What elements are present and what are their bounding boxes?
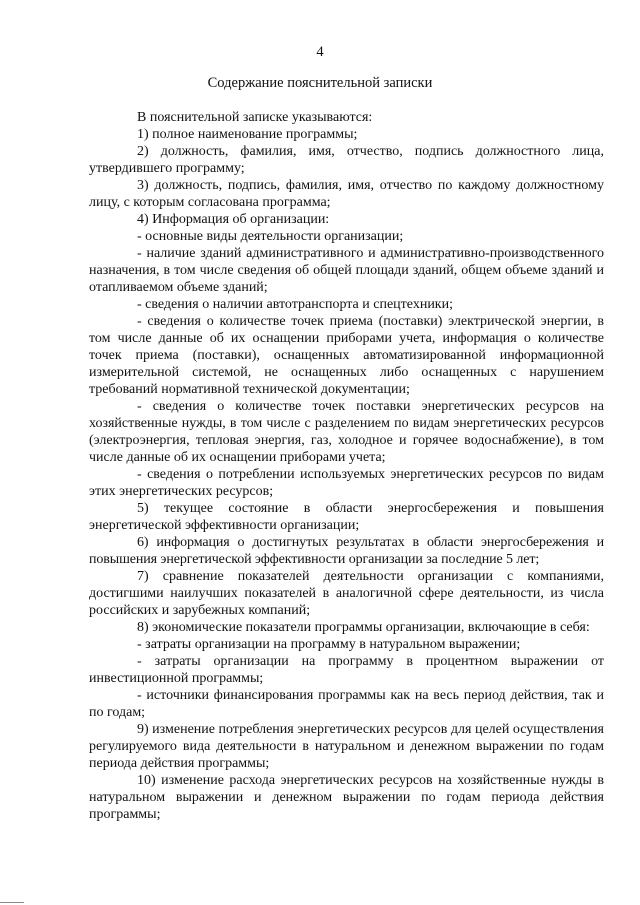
paragraph-sub-costs-percent: - затраты организации на программу в процентном выражении от инвестиционной программы; (89, 654, 604, 686)
page-number: 4 (316, 44, 324, 60)
paragraph-item-7: 7) сравнение показателей деятельности организации с компаниями, достигшими наилучших показателей в аналогичной сфере деятельности, из числа российских и зарубежных компаний; (89, 569, 604, 618)
paragraph-sub-activities: - основные виды деятельности организации; (137, 229, 404, 244)
paragraph-sub-costs-natural: - затраты организации на программу в натуральном выражении; (137, 637, 521, 652)
document-title: Содержание пояснительной записки (207, 75, 433, 91)
paragraph-item-8: 8) экономические показатели программы организации, включающие в себя: (137, 620, 590, 635)
paragraph-item-1: 1) полное наименование программы; (137, 127, 358, 142)
paragraph-item-3: 3) должность, подпись, фамилия, имя, отчество по каждому должностному лицу, с которым согласована программа; (89, 178, 604, 210)
paragraph-sub-consumption: - сведения о потреблении используемых энергетических ресурсов по видам этих энергетических ресурсов; (89, 467, 604, 499)
paragraph-item-9: 9) изменение потребления энергетических ресурсов для целей осуществления регулируемого вида деятельности в натуральном и денежном выражении по годам периода действия программы; (89, 722, 604, 771)
paragraph-intro: В пояснительной записке указываются: (137, 110, 373, 125)
paragraph-sub-funding: - источники финансирования программы как на весь период действия, так и по годам; (89, 688, 604, 720)
paragraph-item-5: 5) текущее состояние в области энергосбережения и повышения энергетической эффективности организации; (89, 501, 604, 533)
paragraph-sub-electric-points: - сведения о количестве точек приема (поставки) электрической энергии, в том числе данные об их оснащении приборами учета, информация о количестве точек приема (поставки), оснащенных автоматизированной информационной измерительной системой, не оснащенных либо оснащенных с нарушением требований нормативной технической документации; (89, 314, 604, 397)
paragraph-item-2: 2) должность, фамилия, имя, отчество, подпись должностного лица, утвердившего программу; (89, 144, 604, 176)
scan-edge-mark (0, 902, 24, 903)
paragraph-sub-supply-points: - сведения о количестве точек поставки энергетических ресурсов на хозяйственные нужды, в том числе с разделением по видам энергетических ресурсов (электроэнергия, тепловая энергия, газ, холодное и горячее водоснабжение), в том числе данные об их оснащении приборами учета; (89, 399, 604, 465)
paragraph-item-6: 6) информация о достигнутых результатах в области энергосбережения и повышения энергетической эффективности организации за последние 5 лет; (89, 535, 604, 567)
document-body (89, 109, 604, 823)
paragraph-sub-buildings: - наличие зданий административного и административно-производственного назначения, в том числе сведения об общей площади зданий, общем объеме зданий и отапливаемом объеме зданий; (89, 246, 604, 295)
paragraph-item-10: 10) изменение расхода энергетических ресурсов на хозяйственные нужды в натуральном выражении и денежном выражении по годам периода действия программы; (89, 773, 604, 822)
paragraph-item-4: 4) Информация об организации: (137, 212, 330, 227)
paragraph-sub-vehicles: - сведения о наличии автотранспорта и спецтехники; (137, 297, 453, 312)
